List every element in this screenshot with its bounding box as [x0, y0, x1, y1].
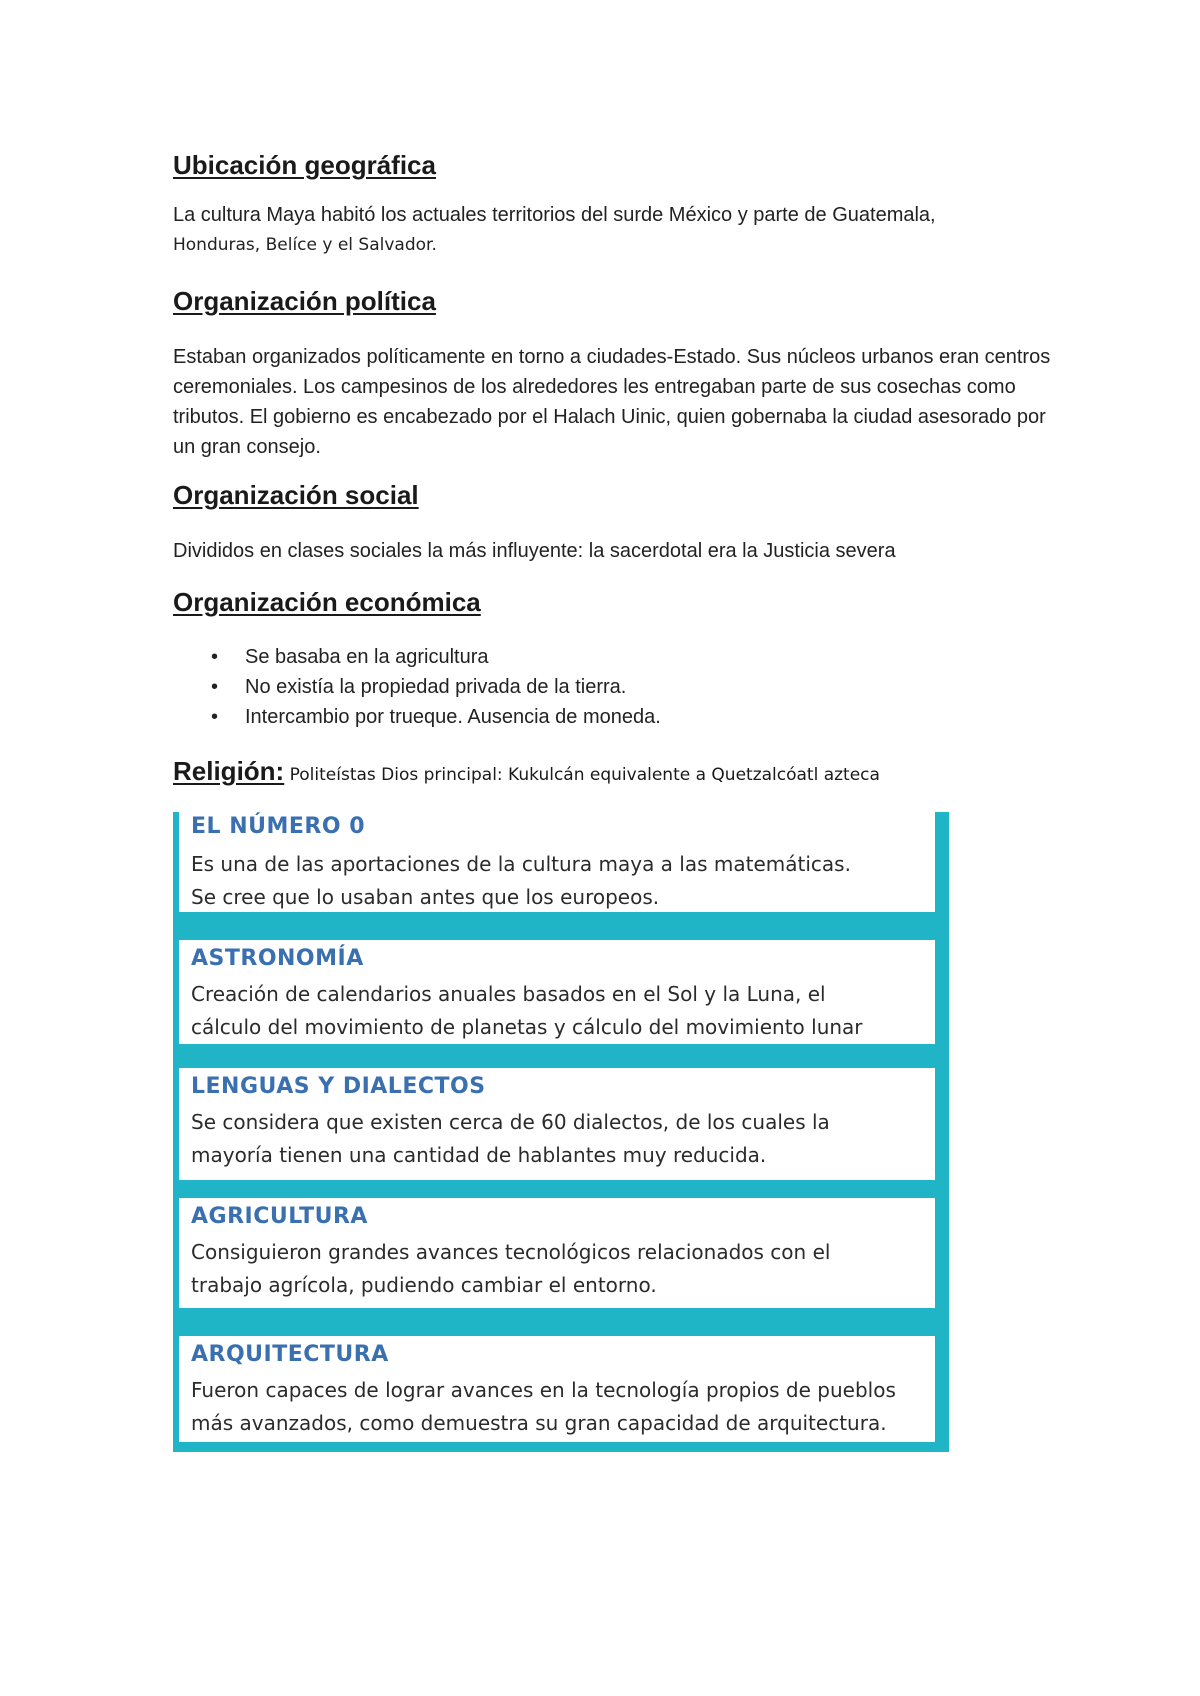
- card-astronomia: [179, 940, 935, 1044]
- bullet-icon: •: [211, 706, 219, 728]
- list-item-text: Intercambio por trueque. Ausencia de moneda.: [245, 706, 661, 728]
- heading-economica: Organización económica: [173, 587, 481, 617]
- ubicacion-line-1: La cultura Maya habitó los actuales territorios del surde México y parte de Guatemala,: [173, 204, 936, 226]
- bullet-icon: •: [211, 646, 219, 668]
- card-body: [191, 978, 931, 1044]
- card-line-1: Es una de las aportaciones de la cultura maya a las matemáticas.: [191, 852, 851, 876]
- card-line-1: Fueron capaces de lograr avances en la tecnología propios de pueblos: [191, 1378, 896, 1402]
- card-lenguas: [179, 1068, 935, 1180]
- card-line-2: cálculo del movimiento de planetas y cálculo del movimiento lunar: [191, 1015, 863, 1039]
- card-line-2: mayoría tienen una cantidad de hablantes muy reducida.: [191, 1143, 767, 1167]
- card-title: EL NÚMERO 0: [191, 814, 366, 839]
- card-line-1: Creación de calendarios anuales basados en el Sol y la Luna, el: [191, 982, 826, 1006]
- card-agricultura: [179, 1198, 935, 1308]
- card-arquitectura: [179, 1336, 935, 1442]
- card-title: AGRICULTURA: [191, 1204, 368, 1229]
- paragraph-ubicacion: [173, 200, 936, 260]
- list-item: [173, 642, 661, 672]
- card-body: [191, 848, 931, 914]
- ubicacion-line-2: Honduras, Belíce y el Salvador.: [173, 235, 437, 255]
- heading-ubicacion: Ubicación geográfica: [173, 150, 436, 180]
- card-line-1: Se considera que existen cerca de 60 dialectos, de los cuales la: [191, 1110, 830, 1134]
- card-line-2: trabajo agrícola, pudiendo cambiar el entorno.: [191, 1273, 657, 1297]
- card-numero-cero: [179, 812, 935, 912]
- paragraph-social: Divididos en clases sociales la más influyente: la sacerdotal era la Justicia severa: [173, 540, 896, 562]
- card-body: [191, 1374, 931, 1440]
- maya-contributions-panel: [173, 812, 949, 1452]
- list-item: [173, 702, 661, 732]
- list-item-text: No existía la propiedad privada de la tierra.: [245, 676, 627, 698]
- heading-religion: Religión:: [173, 756, 285, 786]
- economica-list: [173, 642, 661, 732]
- list-item: [173, 672, 661, 702]
- list-item-text: Se basaba en la agricultura: [245, 646, 489, 668]
- card-title: ARQUITECTURA: [191, 1342, 389, 1367]
- paragraph-politica: Estaban organizados políticamente en torno a ciudades-Estado. Sus núcleos urbanos eran centros ceremoniales. Los campesinos de los alrededores les entregaban parte de sus cosechas como tributos. El gobierno es encabezado por el Halach Uinic, quien gobernaba la ciudad asesorado por un gran consejo.: [173, 346, 1051, 458]
- card-body: [191, 1236, 931, 1302]
- religion-line: [173, 756, 880, 787]
- card-body: [191, 1106, 931, 1172]
- card-line-2: Se cree que lo usaban antes que los europeos.: [191, 885, 660, 909]
- card-line-1: Consiguieron grandes avances tecnológicos relacionados con el: [191, 1240, 831, 1264]
- bullet-icon: •: [211, 676, 219, 698]
- card-title: LENGUAS Y DIALECTOS: [191, 1074, 486, 1099]
- religion-text: Politeístas Dios principal: Kukulcán equivalente a Quetzalcóatl azteca: [284, 765, 880, 785]
- heading-social: Organización social: [173, 480, 419, 510]
- card-title: ASTRONOMÍA: [191, 946, 364, 971]
- heading-politica: Organización política: [173, 286, 436, 316]
- card-line-2: más avanzados, como demuestra su gran capacidad de arquitectura.: [191, 1411, 887, 1435]
